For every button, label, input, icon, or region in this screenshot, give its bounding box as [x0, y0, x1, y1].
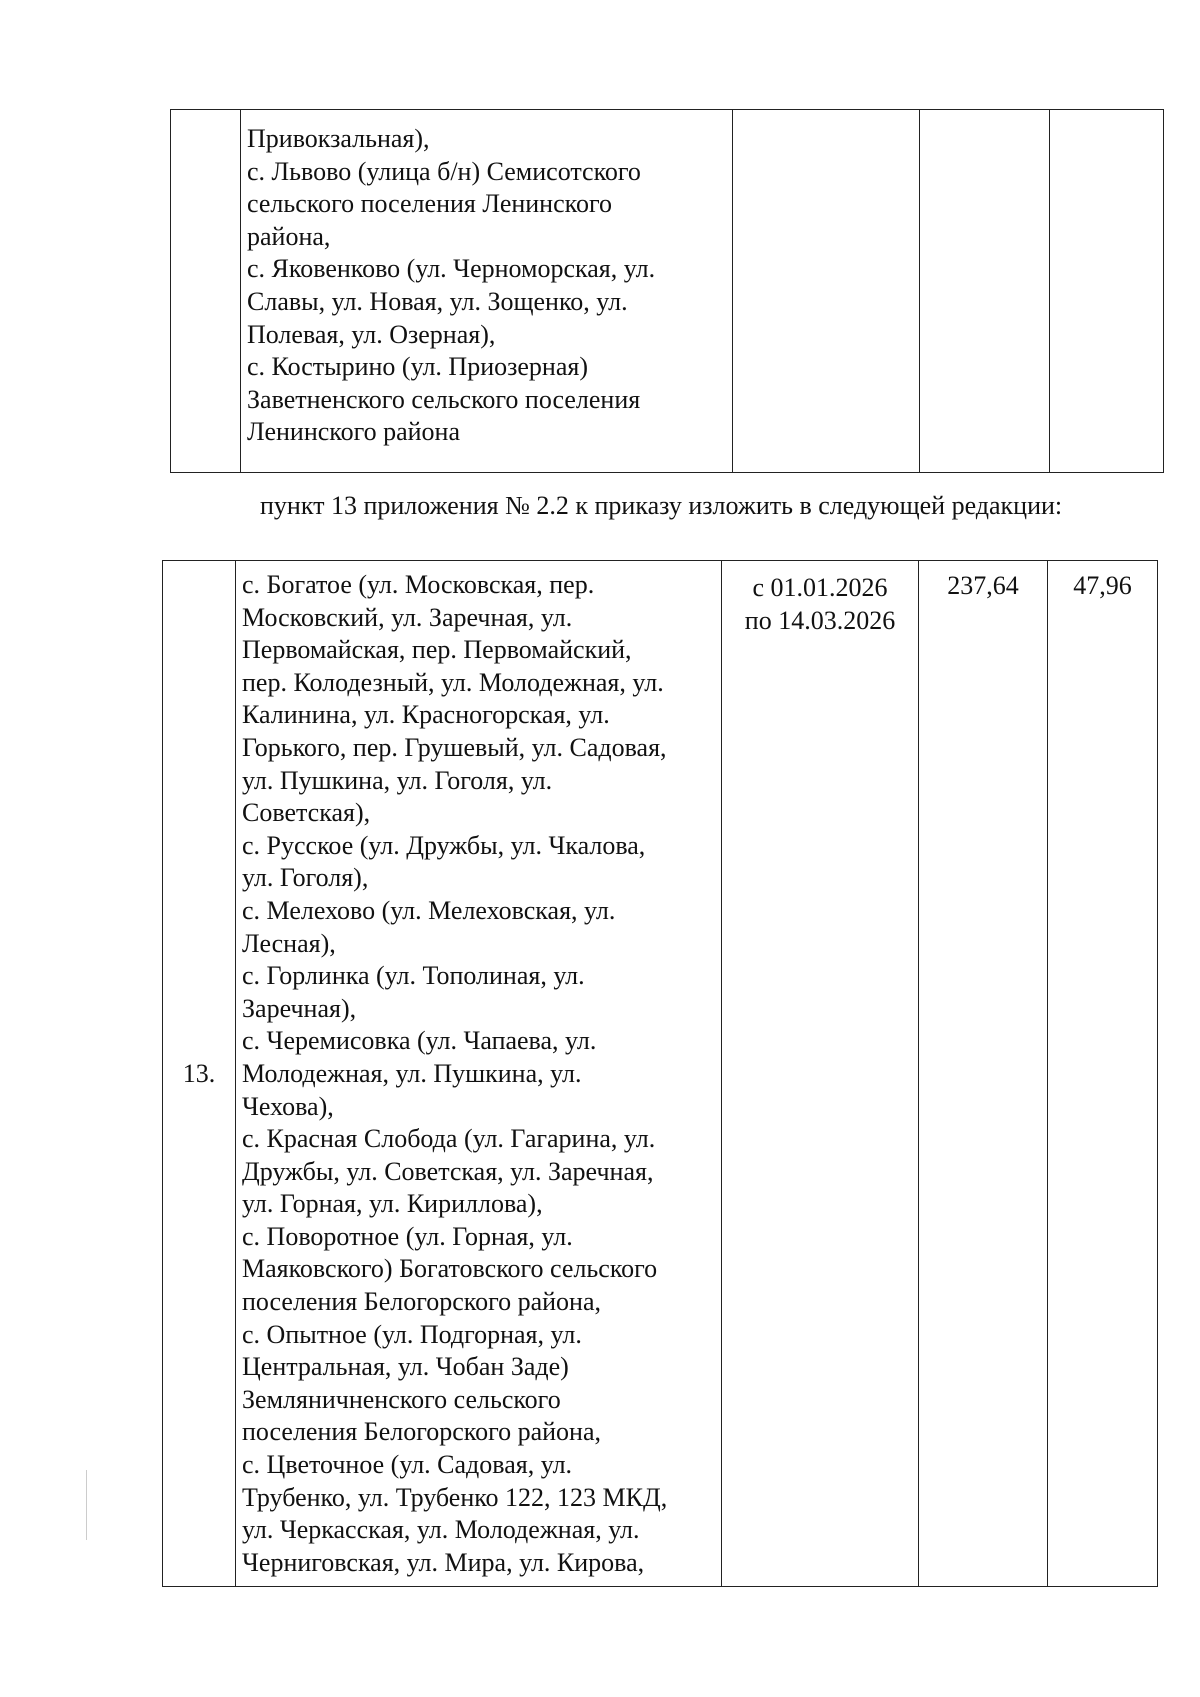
date-from: с 01.01.2026: [752, 573, 888, 602]
address-line: с. Костырино (ул. Приозерная): [247, 352, 588, 382]
address-line: сельского поселения Ленинского: [247, 189, 612, 219]
address-line: ул. Пушкина, ул. Гоголя, ул.: [242, 765, 553, 795]
address-line: Ленинского района: [247, 417, 461, 447]
address-line: Московский, ул. Заречная, ул.: [242, 602, 573, 632]
address-line: Черниговская, ул. Мира, ул. Кирова,: [242, 1547, 645, 1577]
address-line: Лесная),: [242, 928, 336, 958]
address-line: с. Богатое (ул. Московская, пер.: [242, 570, 595, 599]
address-line: ул. Гоголя),: [242, 863, 369, 893]
period-cell: [733, 110, 920, 473]
address-cell: [241, 110, 733, 473]
address-line: с. Красная Слобода (ул. Гагарина, ул.: [242, 1124, 656, 1154]
item-number: 13.: [163, 561, 236, 1587]
address-line: ул. Горная, ул. Кириллова),: [242, 1189, 543, 1219]
date-to: по 14.03.2026: [744, 606, 896, 635]
instruction-text: пункт 13 приложения № 2.2 к приказу изложить в следующей редакции:: [260, 491, 1063, 520]
address-line: района,: [247, 221, 331, 251]
address-line: пер. Колодезный, ул. Молодежная, ул.: [242, 667, 664, 697]
address-line: Привокзальная),: [247, 124, 430, 153]
continuation-table: [170, 109, 1164, 473]
address-line: поселения Белогорского района,: [242, 1287, 601, 1317]
address-cell: [236, 561, 722, 1587]
value2-cell: [1050, 110, 1164, 473]
value2-cell: 47,96: [1048, 561, 1158, 1587]
address-line: Заречная),: [242, 993, 357, 1023]
address-line: поселения Белогорского района,: [242, 1417, 601, 1447]
address-line: с. Мелехово (ул. Мелеховская, ул.: [242, 895, 616, 925]
address-line: Трубенко, ул. Трубенко 122, 123 МКД,: [242, 1482, 668, 1512]
value1-cell: [920, 110, 1050, 473]
number-cell: [171, 110, 241, 473]
address-line: Славы, ул. Новая, ул. Зощенко, ул.: [247, 286, 628, 316]
address-line: Дружбы, ул. Советская, ул. Заречная,: [242, 1156, 654, 1186]
address-line: Маяковского) Богатовского сельского: [242, 1254, 658, 1284]
address-line: Центральная, ул. Чобан Заде): [242, 1352, 569, 1382]
continuation-row: [171, 110, 1164, 473]
address-line: с. Черемисовка (ул. Чапаева, ул.: [242, 1026, 597, 1056]
item13-row: [163, 561, 1158, 1587]
address-line: с. Львово (улица б/н) Семисотского: [247, 156, 641, 186]
address-line: с. Поворотное (ул. Горная, ул.: [242, 1221, 573, 1251]
period-cell: [722, 561, 919, 1587]
address-line: Горького, пер. Грушевый, ул. Садовая,: [242, 732, 667, 762]
address-line: с. Русское (ул. Дружбы, ул. Чкалова,: [242, 830, 646, 860]
address-line: Советская),: [242, 798, 371, 828]
address-line: с. Опытное (ул. Подгорная, ул.: [242, 1319, 582, 1349]
address-line: Калинина, ул. Красногорская, ул.: [242, 700, 610, 730]
address-line: Чехова),: [242, 1091, 334, 1121]
value1-cell: 237,64: [919, 561, 1048, 1587]
address-line: Полевая, ул. Озерная),: [247, 319, 496, 349]
address-line: Первомайская, пер. Первомайский,: [242, 635, 632, 665]
address-line: Заветненского сельского поселения: [247, 384, 641, 414]
scan-margin-line: [86, 1470, 87, 1540]
address-line: Земляничненского сельского: [242, 1384, 561, 1414]
address-line: с. Цветочное (ул. Садовая, ул.: [242, 1450, 573, 1480]
address-line: с. Яковенково (ул. Черноморская, ул.: [247, 254, 656, 284]
address-line: Молодежная, ул. Пушкина, ул.: [242, 1058, 582, 1088]
address-line: с. Горлинка (ул. Тополиная, ул.: [242, 961, 585, 991]
address-line: ул. Черкасская, ул. Молодежная, ул.: [242, 1515, 640, 1545]
item13-table: [162, 560, 1158, 1587]
